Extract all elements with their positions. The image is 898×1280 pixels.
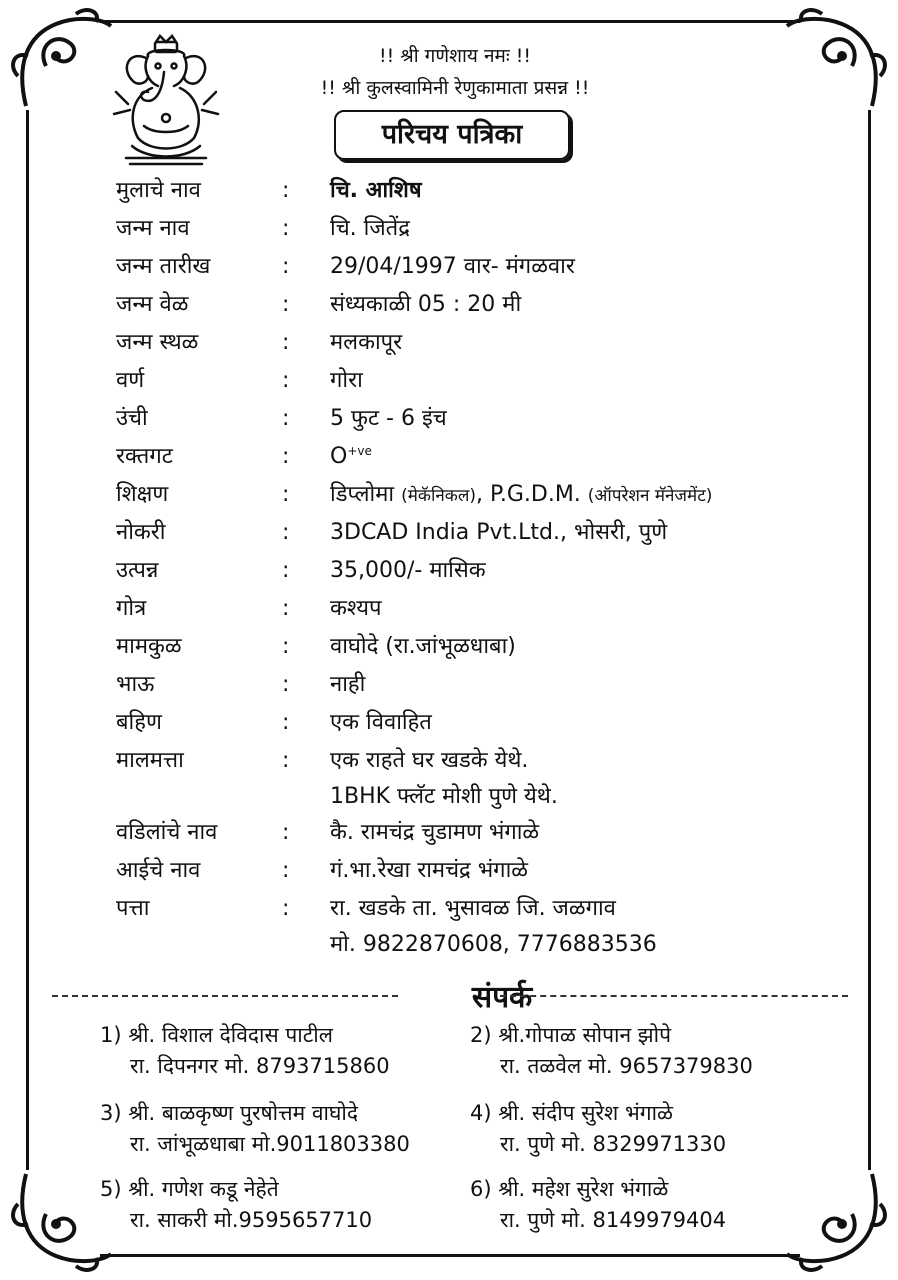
contact-item bbox=[100, 1098, 410, 1160]
detail-value: गं.भा.रेखा रामचंद्र भंगाळे bbox=[330, 858, 528, 883]
detail-value: कश्यप bbox=[330, 596, 382, 621]
detail-label: उंची bbox=[116, 406, 148, 431]
contact-item bbox=[100, 1020, 390, 1082]
detail-label: जन्म नाव bbox=[116, 216, 190, 241]
contact-item bbox=[470, 1020, 753, 1082]
contact-details: रा. साकरी मो.9595657710 bbox=[130, 1208, 373, 1232]
detail-value: 29/04/1997 वार- मंगळवार bbox=[330, 254, 575, 279]
border-bottom bbox=[100, 1254, 800, 1257]
contact-name: 1) श्री. विशाल देविदास पाटील bbox=[100, 1023, 333, 1047]
border-top bbox=[100, 20, 800, 23]
contact-name: 6) श्री. महेश सुरेश भंगाळे bbox=[470, 1177, 669, 1201]
detail-label: उत्पन्न bbox=[116, 558, 159, 583]
detail-value: कै. रामचंद्र चुडामण भंगाळे bbox=[330, 820, 540, 845]
detail-label: जन्म वेळ bbox=[116, 292, 189, 317]
contact-name: 4) श्री. संदीप सुरेश भंगाळे bbox=[470, 1101, 674, 1125]
detail-value: रा. खडके ता. भुसावळ जि. जळगाव bbox=[330, 896, 616, 921]
contact-details: रा. पुणे मो. 8149979404 bbox=[500, 1208, 727, 1232]
detail-colon: : bbox=[282, 178, 290, 203]
detail-label: मुलाचे नाव bbox=[116, 178, 201, 203]
education-part-c: , P.G.D.M. bbox=[476, 482, 588, 507]
detail-value: मलकापूर bbox=[330, 330, 403, 355]
detail-label: रक्तगट bbox=[116, 444, 173, 469]
detail-label: गोत्र bbox=[116, 596, 147, 621]
detail-value bbox=[330, 440, 372, 474]
detail-colon: : bbox=[282, 254, 290, 279]
detail-colon: : bbox=[282, 820, 290, 845]
detail-colon: : bbox=[282, 748, 290, 773]
detail-value: 1BHK फ्लॅट मोशी पुणे येथे. bbox=[330, 784, 558, 809]
detail-value: एक विवाहित bbox=[330, 710, 432, 735]
detail-label: बहिण bbox=[116, 710, 162, 735]
detail-value: संध्यकाळी 05 : 20 मी bbox=[330, 292, 522, 317]
detail-colon: : bbox=[282, 896, 290, 921]
detail-label: जन्म स्थळ bbox=[116, 330, 199, 355]
detail-value: नाही bbox=[330, 672, 366, 697]
detail-label: भाऊ bbox=[116, 672, 155, 697]
detail-value bbox=[330, 478, 712, 513]
detail-colon: : bbox=[282, 368, 290, 393]
detail-value: गोरा bbox=[330, 368, 363, 393]
detail-label: आईचे नाव bbox=[116, 858, 201, 883]
contact-divider bbox=[52, 980, 848, 1015]
detail-colon: : bbox=[282, 858, 290, 883]
detail-colon: : bbox=[282, 672, 290, 697]
corner-ornament-top-right bbox=[782, 6, 892, 116]
detail-colon: : bbox=[282, 444, 290, 469]
blood-group-letter: O bbox=[330, 444, 348, 469]
contact-name: 3) श्री. बाळकृष्ण पुरषोत्तम वाघोदे bbox=[100, 1101, 358, 1125]
detail-colon: : bbox=[282, 520, 290, 545]
detail-value: वाघोदे (रा.जांभूळधाबा) bbox=[330, 634, 516, 659]
contact-name: 2) श्री.गोपाळ सोपान झोपे bbox=[470, 1023, 672, 1047]
detail-label: नोकरी bbox=[116, 520, 166, 545]
detail-colon: : bbox=[282, 558, 290, 583]
detail-value: मो. 9822870608, 7776883536 bbox=[330, 932, 657, 957]
detail-colon: : bbox=[282, 596, 290, 621]
contact-item bbox=[470, 1174, 726, 1236]
education-part-a: डिप्लोमा bbox=[330, 482, 402, 507]
detail-value: 3DCAD India Pvt.Ltd., भोसरी, पुणे bbox=[330, 520, 668, 545]
page-title: परिचय पत्रिका bbox=[334, 110, 570, 160]
detail-label: पत्ता bbox=[116, 896, 150, 921]
detail-value: चि. आशिष bbox=[330, 178, 422, 203]
dashed-line-right bbox=[500, 995, 848, 997]
detail-label: मामकुळ bbox=[116, 634, 182, 659]
detail-colon: : bbox=[282, 330, 290, 355]
detail-label: वर्ण bbox=[116, 368, 145, 393]
detail-value: एक राहते घर खडके येथे. bbox=[330, 748, 529, 773]
contact-heading: संपर्क bbox=[471, 980, 533, 1015]
border-right bbox=[868, 110, 871, 1170]
education-part-d: (ऑपरेशन मॅनेजमेंट) bbox=[587, 486, 713, 506]
invocation-line-2: !! श्री कुलस्वामिनी रेणुकामाता प्रसन्न !! bbox=[320, 77, 590, 99]
detail-value: 5 फुट - 6 इंच bbox=[330, 406, 447, 431]
detail-label: शिक्षण bbox=[116, 482, 169, 507]
contact-details: रा. दिपनगर मो. 8793715860 bbox=[130, 1054, 390, 1078]
detail-label: वडिलांचे नाव bbox=[116, 820, 218, 845]
contact-name: 5) श्री. गणेश कडू नेहेते bbox=[100, 1177, 279, 1201]
contact-details: रा. पुणे मो. 8329971330 bbox=[500, 1132, 727, 1156]
corner-ornament-bottom-right bbox=[782, 1164, 892, 1274]
detail-colon: : bbox=[282, 216, 290, 241]
contact-item bbox=[470, 1098, 726, 1160]
ganesha-illustration bbox=[108, 34, 224, 170]
detail-colon: : bbox=[282, 710, 290, 735]
contact-item bbox=[100, 1174, 372, 1236]
detail-value: चि. जितेंद्र bbox=[330, 216, 410, 241]
detail-colon: : bbox=[282, 292, 290, 317]
border-left bbox=[26, 110, 29, 1170]
corner-ornament-top-left bbox=[6, 6, 116, 116]
blood-group-rh: +ve bbox=[347, 444, 372, 458]
education-part-b: (मेकॅनिकल) bbox=[401, 486, 477, 506]
detail-label: मालमत्ता bbox=[116, 748, 184, 773]
contact-details: रा. तळवेल मो. 9657379830 bbox=[500, 1054, 753, 1078]
invocation-line-1: !! श्री गणेशाय नमः !! bbox=[378, 45, 532, 67]
detail-colon: : bbox=[282, 406, 290, 431]
detail-value: 35,000/- मासिक bbox=[330, 558, 486, 583]
contact-details: रा. जांभूळधाबा मो.9011803380 bbox=[130, 1132, 410, 1156]
dashed-line-left bbox=[52, 995, 398, 997]
detail-colon: : bbox=[282, 482, 290, 507]
detail-colon: : bbox=[282, 634, 290, 659]
detail-label: जन्म तारीख bbox=[116, 254, 211, 279]
